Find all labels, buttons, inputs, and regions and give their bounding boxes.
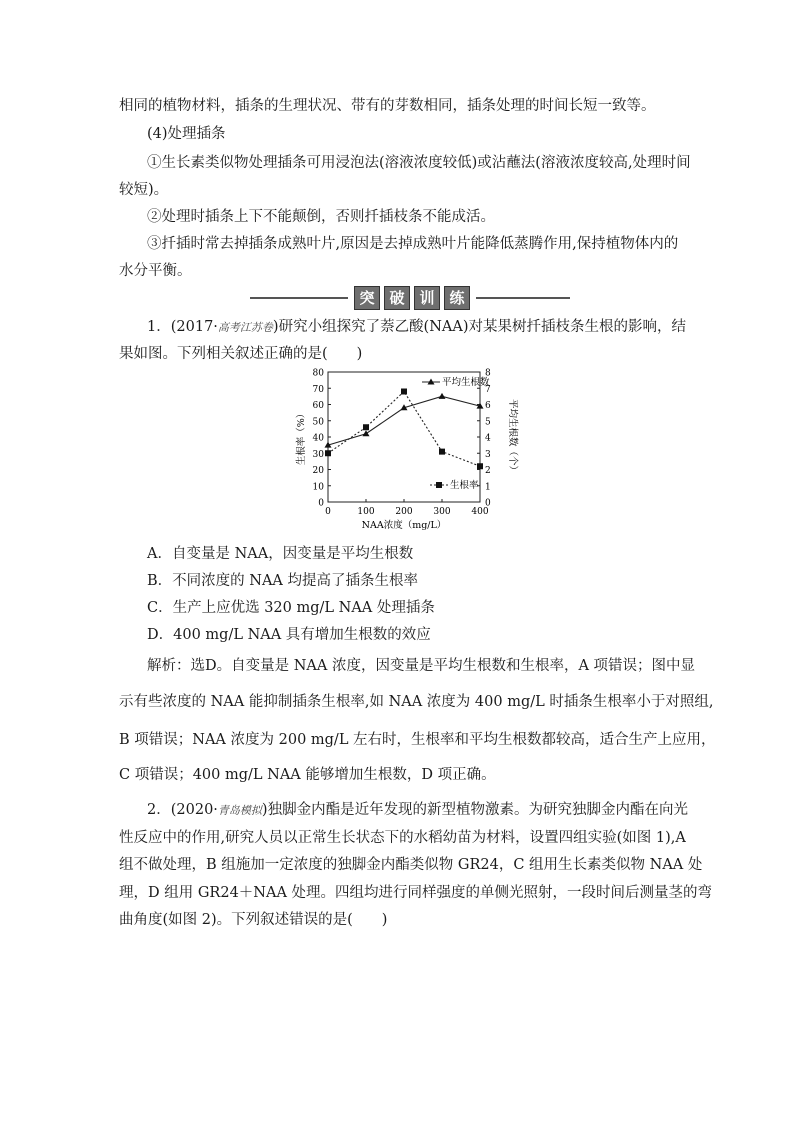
q2-stem-rest: )独脚金内酯是近年发现的新型植物激素。为研究独脚金内酯在向光 [261, 802, 689, 818]
q2-year: (2020· [170, 802, 218, 818]
q1-stem-line1 [147, 317, 686, 338]
y-right-tick-label: 7 [485, 384, 491, 395]
y-right-tick-label: 8 [485, 368, 491, 379]
q1-year: (2017· [170, 319, 218, 335]
item2: ②处理时插条上下不能颠倒，否则扦插枝条不能成活。 [147, 209, 495, 225]
q2-source: 青岛模拟 [217, 804, 262, 817]
q1-analysis-line4: C 项错误；400 mg/L NAA 能够增加生根数，D 项正确。 [119, 767, 496, 783]
square-point [363, 424, 369, 430]
x-tick-label: 0 [325, 507, 331, 517]
q1-option-d: D．400 mg/L NAA 具有增加生根数的效应 [147, 627, 431, 643]
banner-char-4: 练 [444, 286, 470, 310]
y-left-tick-label: 50 [312, 417, 324, 428]
y-left-tick-label: 10 [312, 482, 324, 493]
q1-stem-rest: )研究小组探究了萘乙酸(NAA)对某果树扦插枝条生根的影响，结 [272, 319, 687, 335]
q1-analysis-line2: 示有些浓度的 NAA 能抑制插条生根率,如 NAA 浓度为 400 mg/L 时插条生根率小于对照组, [119, 694, 714, 710]
q1-stem-line2: 果如图。下列相关叙述正确的是( ) [119, 346, 363, 362]
y-right-tick-label: 0 [485, 498, 491, 509]
q1-source: 高考江苏卷 [217, 321, 273, 334]
series-line-2 [328, 392, 480, 467]
naa-rooting-chart [290, 362, 520, 542]
section-banner [250, 286, 570, 310]
x-axis-label: NAA浓度（mg/L） [361, 520, 447, 531]
y-left-tick-label: 40 [312, 433, 324, 444]
y-right-tick-label: 2 [485, 466, 491, 476]
q1-option-a: A．自变量是 NAA，因变量是平均生根数 [147, 546, 414, 562]
y-right-tick-label: 6 [485, 401, 491, 411]
legend-label-rate: 生根率 [450, 480, 479, 491]
y-right-tick-label: 1 [485, 482, 491, 493]
x-tick-label: 400 [471, 507, 489, 517]
square-point [477, 463, 483, 469]
item1-line2: 较短)。 [119, 182, 169, 198]
y-left-tick-label: 60 [312, 401, 324, 411]
y-left-tick-label: 30 [312, 449, 324, 460]
square-point [325, 450, 331, 456]
q2-number: 2． [147, 802, 171, 818]
triangle-point [363, 430, 370, 436]
y-right-tick-label: 5 [485, 417, 491, 428]
x-tick-label: 100 [357, 507, 375, 517]
series-line-1 [328, 396, 480, 445]
legend-label-avg: 平均生根数 [442, 377, 490, 388]
y-right-tick-label: 3 [485, 449, 491, 460]
item3-line2: 水分平衡。 [119, 263, 192, 279]
y-left-tick-label: 0 [318, 498, 324, 509]
x-tick-label: 200 [395, 507, 413, 517]
step4-heading: (4)处理插条 [147, 126, 226, 142]
banner-char-3: 训 [414, 286, 440, 310]
y-left-tick-label: 70 [312, 384, 324, 395]
paragraph-tail: 相同的植物材料，插条的生理状况、带有的芽数相同，插条处理的时间长短一致等。 [119, 98, 656, 114]
banner-left-rule [250, 297, 348, 299]
y-left-tick-label: 80 [312, 368, 324, 379]
q1-analysis-line1: 解析：选D。自变量是 NAA 浓度，因变量是平均生根数和生根率，A 项错误；图中显 [147, 658, 696, 674]
q1-option-b: B．不同浓度的 NAA 均提高了插条生根率 [147, 573, 419, 589]
banner-char-1: 突 [354, 286, 380, 310]
y-right-tick-label: 4 [485, 433, 491, 444]
q2-stem-line2: 性反应中的作用,研究人员以正常生长状态下的水稻幼苗为材料，设置四组实验(如图 1),A [119, 830, 686, 846]
banner-char-2: 破 [384, 286, 410, 310]
square-point [439, 449, 445, 455]
q1-analysis-line3: B 项错误；NAA 浓度为 200 mg/L 左右时，生根率和平均生根数都较高，适合生产上应用， [119, 732, 716, 748]
item1-line1: ①生长素类似物处理插条可用浸泡法(溶液浓度较低)或沾蘸法(溶液浓度较高,处理时间 [147, 155, 691, 171]
banner-right-rule [476, 297, 570, 299]
y-left-tick-label: 20 [312, 466, 324, 476]
q2-stem-line3: 组不做处理，B 组施加一定浓度的独脚金内酯类似物 GR24，C 组用生长素类似物 NAA 处 [119, 857, 703, 873]
q1-option-c: C．生产上应优选 320 mg/L NAA 处理插条 [147, 600, 435, 616]
triangle-point [439, 393, 446, 399]
legend-square-icon [436, 482, 442, 488]
square-point [401, 389, 407, 395]
x-tick-label: 300 [433, 507, 451, 517]
q2-stem-line4: 理，D 组用 GR24＋NAA 处理。四组均进行同样强度的单侧光照射，一段时间后测量茎的弯 [119, 885, 713, 901]
q2-stem-line1 [147, 800, 688, 821]
y-left-axis-label: 生根率（%） [296, 408, 307, 466]
item3-line1: ③扦插时常去掉插条成熟叶片,原因是去掉成熟叶片能降低蒸腾作用,保持植物体内的 [147, 236, 679, 252]
q1-number: 1． [147, 319, 171, 335]
q2-stem-line5: 曲角度(如图 2)。下列叙述错误的是( ) [119, 912, 388, 928]
y-right-axis-label: 平均生根数（个） [507, 398, 518, 476]
